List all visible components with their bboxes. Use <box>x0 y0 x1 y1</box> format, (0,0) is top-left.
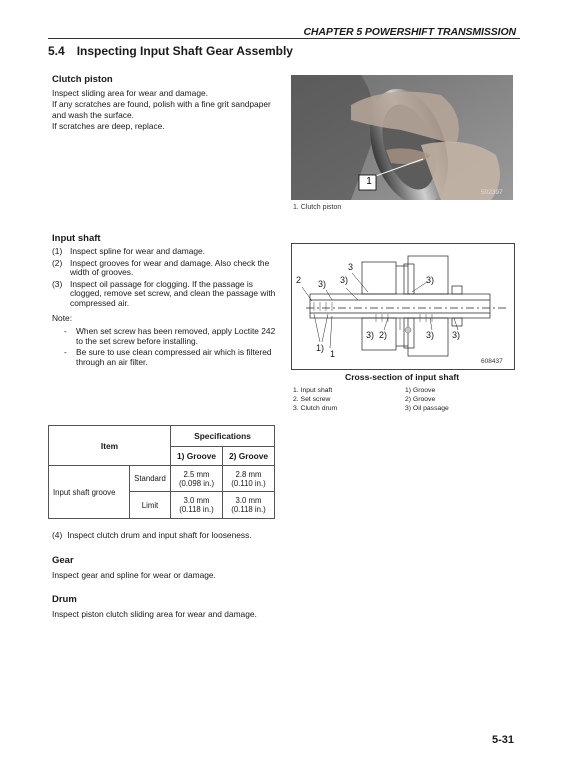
step-text: Inspect oil passage for clogging. If the passage is clogged, remove set screw, and clean the passage with compressed air. <box>70 278 276 308</box>
label-set-screw: 2 <box>296 275 302 285</box>
input-shaft-heading: Input shaft <box>52 233 101 244</box>
label-input-shaft: 1 <box>330 349 336 359</box>
legend-features <box>405 386 449 414</box>
section-heading <box>48 44 293 58</box>
label-oil-passage: 3) <box>452 330 461 340</box>
gear-heading: Gear <box>52 555 74 566</box>
clutch-piston-heading: Clutch piston <box>52 74 113 85</box>
legend-item: 2. Set screw <box>293 396 331 404</box>
value-in: (0.118 in.) <box>179 505 214 514</box>
row-group-label: Input shaft groove <box>49 466 130 519</box>
diagram-ref-number: 608437 <box>481 358 503 365</box>
legend-parts <box>293 386 337 414</box>
input-shaft-steps <box>52 247 278 311</box>
drum-heading: Drum <box>52 594 77 605</box>
legend-item: 1. Input shaft <box>293 387 333 394</box>
note-item: - When set screw has been removed, apply Loctite 242 to the set screw before installing. <box>64 326 278 346</box>
clutch-piston-line: and wash the surface. <box>52 110 134 120</box>
cross-section-drawing <box>292 244 514 369</box>
step-4 <box>52 530 252 541</box>
photo-caption: 1. Clutch piston <box>293 204 342 211</box>
label-oil-passage: 3) <box>426 330 435 340</box>
label-oil-passage: 3) <box>426 275 435 285</box>
note-list <box>64 326 278 368</box>
clutch-piston-line: If scratches are deep, replace. <box>52 121 165 131</box>
value-mm: 3.0 mm <box>183 496 210 505</box>
label-oil-passage: 3) <box>366 330 375 340</box>
step-item <box>52 280 278 309</box>
value-in: (0.118 in.) <box>231 505 266 514</box>
step-text: Inspect spline for wear and damage. <box>70 246 206 256</box>
section-title: Inspecting Input Shaft Gear Assembly <box>76 44 293 58</box>
photo-ref-number: 502397 <box>481 189 503 196</box>
note-label: Note: <box>52 313 73 323</box>
legend-item: 2) Groove <box>405 396 436 404</box>
clutch-piston-photo <box>291 75 513 200</box>
col-groove-1: 1) Groove <box>171 447 223 466</box>
step-text: Inspect clutch drum and input shaft for looseness. <box>67 530 252 540</box>
value-mm: 2.8 mm <box>235 469 262 479</box>
gear-text: Inspect gear and spline for wear or damage. <box>52 570 216 580</box>
standard-groove-1 <box>171 466 223 492</box>
col-groove-2: 2) Groove <box>223 447 275 466</box>
step-item <box>52 247 278 257</box>
label-clutch-drum: 3 <box>348 262 354 272</box>
clutch-piston-line: Inspect sliding area for wear and damage. <box>52 88 208 98</box>
step-text: Inspect grooves for wear and damage. Also check the width of grooves. <box>70 257 270 278</box>
value-in: (0.110 in.) <box>231 478 266 488</box>
chapter-header: CHAPTER 5 POWERSHIFT TRANSMISSION <box>303 26 516 38</box>
photo-callout-1: 1 <box>366 176 372 187</box>
value-in: (0.098 in.) <box>178 478 215 488</box>
step-item <box>52 259 278 278</box>
clutch-piston-text <box>52 88 271 132</box>
note-item: - Be sure to use clean compressed air which is filtered through an air filter. <box>64 347 278 367</box>
limit-groove-2 <box>223 492 275 519</box>
legend-item: 3. Clutch drum <box>293 405 338 413</box>
step-number: (4) <box>52 530 63 540</box>
drum-text: Inspect piston clutch sliding area for wear and damage. <box>52 609 257 619</box>
photo-illustration <box>291 75 513 200</box>
label-groove-1: 1) <box>316 343 325 353</box>
legend-item: 3) Oil passage <box>405 405 449 413</box>
limit-label: Limit <box>130 492 171 519</box>
label-oil-passage: 3) <box>340 275 349 285</box>
cross-section-diagram <box>291 243 515 370</box>
step-number: (2) <box>52 257 63 268</box>
item-header: Item <box>49 426 171 466</box>
limit-groove-1 <box>171 492 223 519</box>
page-number: 5-31 <box>492 734 515 746</box>
label-oil-passage: 3) <box>318 279 327 289</box>
spec-table <box>48 425 275 519</box>
value-mm: 2.5 mm <box>183 469 210 479</box>
spec-header: Specifications <box>171 426 275 447</box>
standard-label: Standard <box>130 466 171 492</box>
label-groove-2: 2) <box>379 330 388 340</box>
standard-groove-2 <box>223 466 275 492</box>
clutch-piston-line: If any scratches are found, polish with a fine grit sandpaper <box>52 99 271 109</box>
step-number: (3) <box>52 278 63 289</box>
step-number: (1) <box>52 246 63 256</box>
legend-item: 1) Groove <box>405 387 436 394</box>
section-number: 5.4 <box>48 44 65 58</box>
header-rule <box>48 38 520 39</box>
diagram-title: Cross-section of input shaft <box>345 372 460 382</box>
value-mm: 3.0 mm <box>235 496 262 505</box>
